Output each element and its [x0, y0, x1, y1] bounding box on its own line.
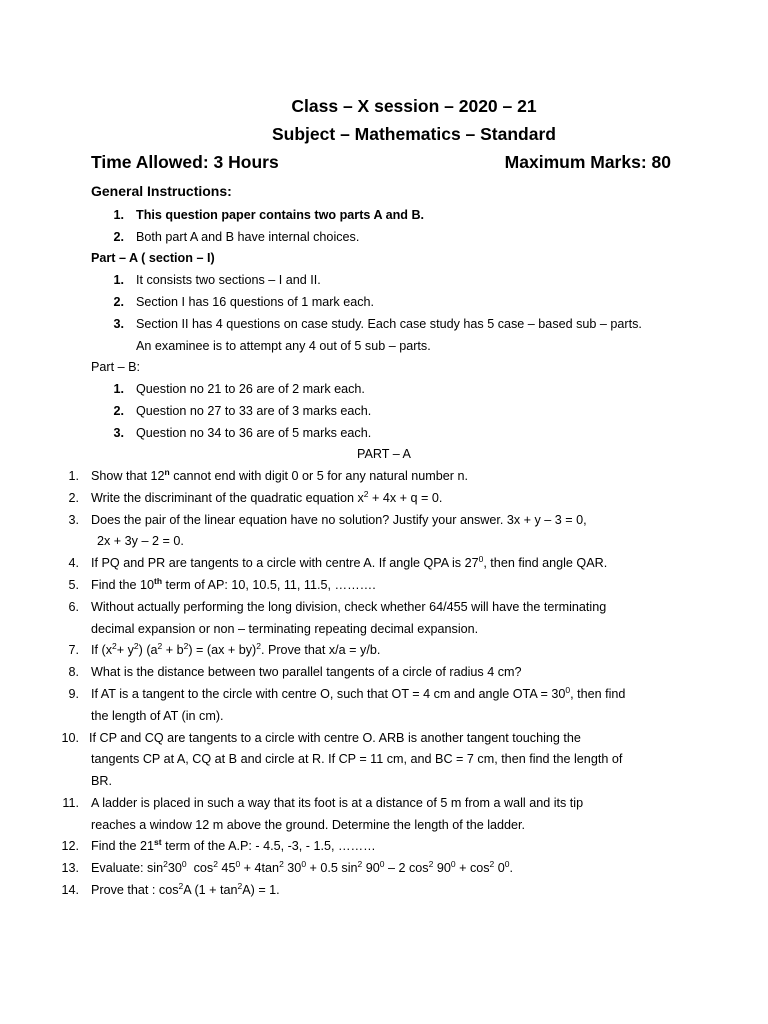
- meta-row: [91, 152, 671, 173]
- question-10-continuation: tangents CP at A, CQ at B and circle at R. If CP = 11 cm, and BC = 7 cm, then find the length of: [91, 752, 623, 766]
- question-10-continuation: BR.: [91, 774, 112, 788]
- part-b-instructions-heading: Part – B:: [91, 360, 140, 374]
- exam-page: Class – X session – 2020 – 21 Subject – Mathematics – Standard Time Allowed: 3 Hours Maximum Marks: 80 General Instructions: 1. This question paper contains two parts A and B. 2. Both part A and B have internal choices. Part – A ( section – I) 1. It consists two sections – I and II. 2. Section I has 16 questions of 1 mark each. 3. Section II has 4 questions on case study. Each case study has 5 case – based sub – parts. An examinee is to attempt any 4 out of 5 sub – parts. Part – B: 1. Question no 21 to 26 are of 2 mark each. 2. Question no 27 to 33 are of 3 marks each. 3. Question no 34 to 36 are of 5 marks each. PART – A 1. Show that 12$^n$ cannot end with digit 0 or 5 for any natural number n. 2. Write the discriminant of the quadratic equation $x^2 + 4x + q = 0$. 3. Does the pair of the linear equation have no solution? Justify your answer. 3x + y – 3 = 0, 2x + 3y – 2 = 0. 4. If PQ and PR are tangents to a circle with centre A. If angle QPA is $27^0$, then find angle QAR. 5. Find the 10th term of AP: 10, 10.5, 11, 11.5, ………. 6. Without actually performing the long division, check whether 64/455 will have the terminating decimal expansion or non – terminating repeating decimal expansion. 7. If $(x^2+ y^2) (a^2 + b^2) = (ax + by)^2$. Prove that x/a = y/b. 8. What is the distance between two parallel tangents of a circle of radius 4 cm? 9. If AT is a tangent to the circle with centre O, such that OT = 4 cm and angle OTA = $30^0$, then find the length of AT (in cm). 10. If CP and CQ are tangents to a circle with centre O. ARB is another tangent touching the tangents CP at A, CQ at B and circle at R. If CP = 11 cm, and BC = 7 cm, then find the length of BR. 11. A ladder is placed in such a way that its foot is at a distance of 5 m from a wall and its tip reaches a window 12 m above the ground. Determine the length of the ladder. 12. Find the 21st term of the A.P: - 4.5, -3, - 1.5, ……… 13. Evaluate: $\sin^230^0$ $\cos^2 45^0 + 4\tan^2$ $30^0 + 0.5$ $\sin^2 90^0 - 2$ $\cos^2 90^0 + \cos^2 0^0$. 14. Prove that : $\cos^2A$ $(1 + \tan^2A) = 1$.: [0, 0, 768, 1024]
- general-instructions-heading: General Instructions:: [91, 183, 232, 199]
- subject-title: Subject – Mathematics – Standard: [272, 124, 556, 144]
- question-9-continuation: the length of AT (in cm).: [91, 709, 224, 723]
- time-allowed: Time Allowed: 3 Hours: [91, 152, 279, 172]
- maximum-marks: Maximum Marks: 80: [504, 152, 671, 172]
- class-session-title: Class – X session – 2020 – 21: [291, 96, 537, 116]
- question-6-continuation: decimal expansion or non – terminating repeating decimal expansion.: [91, 622, 479, 636]
- part-a-instructions-heading: Part – A ( section – I): [91, 251, 215, 265]
- instruction-continuation: An examinee is to attempt any 4 out of 5 sub – parts.: [136, 339, 431, 353]
- question-11-continuation: reaches a window 12 m above the ground. Determine the length of the ladder.: [91, 818, 526, 832]
- section-title: PART – A: [357, 447, 411, 461]
- question-3-continuation: 2x + 3y – 2 = 0.: [97, 534, 184, 548]
